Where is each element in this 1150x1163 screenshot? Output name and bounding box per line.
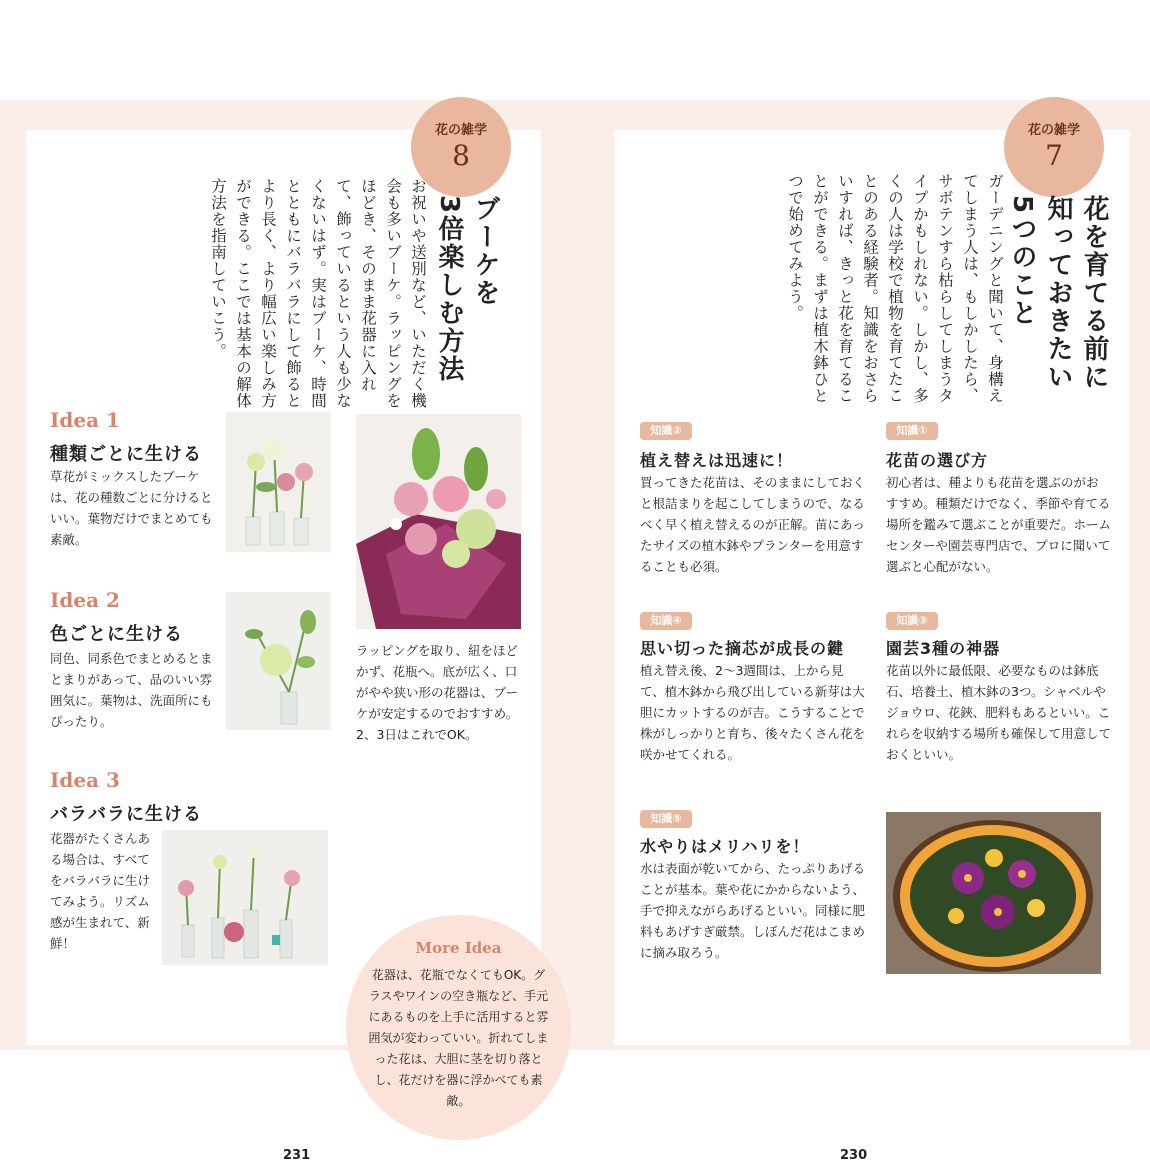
photo-idea-2-green: [226, 592, 331, 730]
tip-2-title: 植え替えは迅速に！: [640, 451, 794, 470]
photo-flower-basin: [886, 812, 1101, 974]
tip-3-title: 園芸3種の神器: [886, 639, 1001, 658]
page-number-right: 230: [840, 1148, 868, 1163]
topic-badge: [1004, 97, 1104, 197]
badge-number: 8: [452, 139, 470, 172]
article-title: ブーケを 3倍楽しむ方法: [434, 195, 500, 384]
tip-1-tag: 知識①: [886, 422, 938, 440]
tip-2-body: 買ってきた花苗は、そのままにしておくと根詰まりを起こしてしまうので、なるべく早く植え替えるのが正解。苗にあったサイズの植木鉢やプランターを用意することも必須。: [640, 475, 866, 574]
more-idea-title: More Idea: [415, 939, 502, 957]
photo-bouquet: [356, 414, 521, 629]
more-idea-body: 花器は、花瓶でなくてもOK。グラスやワインの空き瓶など、手元にあるものを上手に活用すると雰囲気が変わっていい。折れてしまった花は、大胆に茎を切り落とし、花だけを器に浮かべても素敵。: [368, 968, 549, 1108]
idea-2-label: Idea 2: [50, 588, 120, 612]
article-intro: お祝いや送別など、いただく機会も多いブーケ。ラッピングをほどき、そのまま花器に入れて、飾っているという人も少なくないはず。実はブーケ、時間とともにバラバラにして飾るとより長く、より幅広い楽しみ方ができる。ここでは基本の解体方法を指南していこう。: [209, 178, 427, 409]
tip-4-title: 思い切った摘芯が成長の鍵: [640, 639, 845, 658]
idea-2-title: 色ごとに生ける: [50, 624, 183, 645]
idea-3-label: Idea 3: [50, 768, 120, 792]
idea-1-label: Idea 1: [50, 408, 120, 432]
photo-idea-3-scattered: [162, 830, 328, 965]
tip-1-title: 花苗の選び方: [886, 451, 989, 470]
idea-3-body: 花器がたくさんある場合は、すべてをバラバラに生けてみよう。リズム感が生まれて、新鮮！: [50, 831, 151, 951]
page-left: [26, 123, 549, 1163]
idea-2-body: 同色、同系色でまとめるとまとまりがあって、品のいい雰囲気に。葉物は、洗面所にもぴったり。: [50, 651, 213, 729]
idea-1-title: 種類ごとに生ける: [50, 444, 202, 465]
idea-1-body: 草花がミックスしたブーケは、花の種数ごとに分けるといい。葉物だけでまとめても素敵。: [50, 469, 213, 547]
tip-3-body: 花苗以外に最低限、必要なものは鉢底石、培養土、植木鉢の3つ。シャベルやジョウロ、花鋏、肥料もあるといい。これらを収納する場所も確保して用意しておくといい。: [886, 663, 1112, 762]
photo-idea-1-vases: [226, 412, 331, 552]
badge-number: 7: [1045, 139, 1063, 172]
badge-label: 花の雑学: [434, 123, 487, 138]
tip-4-body: 植え替え後、2〜3週間は、上から見て、植木鉢から飛び出している新芽は大胆にカットするのが吉。こうすることで株がしっかりと育ち、後々たくさん花を咲かせてくれる。: [640, 663, 866, 762]
article-intro: ガーデニングと聞いて、身構えてしまう人は、もしかしたら、サボテンすら枯らしてしまうタイプかもしれない。しかし、多くの人は学校で植物を育てたことのある経験者。知識をおさらいすれば、きっと花を育てることができる。まずは植木鉢ひとつで始めてみよう。: [786, 173, 1004, 404]
article-title: 花を育てる前に 知っておきたい 5つのこと: [1007, 195, 1109, 391]
tip-5-body: 水は表面が乾いてから、たっぷりあげることが基本。葉や花にかからないよう、手で抑えながらあげるといい。同様に肥料もあげすぎ厳禁。しぼんだ花はこまめに摘み取ろう。: [640, 861, 866, 960]
tip-1-body: 初心者は、種よりも花苗を選ぶのがおすすめ。種類だけでなく、季節や育てる場所を鑑みて選ぶことが重要だ。ホームセンターや園芸専門店で、プロに聞いて選ぶと心配がない。: [886, 475, 1112, 574]
idea-3-title: バラバラに生ける: [50, 804, 202, 825]
page-right: [614, 123, 1130, 1163]
bouquet-caption: ラッピングを取り、紐をほどかず、花瓶へ。底が広く、口がやや狭い形の花器は、ブーケが安定するのでおすすめ。2、3日はこれでOK。: [356, 643, 519, 742]
tip-4-tag: 知識④: [640, 612, 692, 630]
tip-2-tag: 知識②: [640, 422, 692, 440]
badge-label: 花の雑学: [1027, 123, 1080, 138]
tip-5-tag: 知識⑤: [640, 810, 692, 828]
more-idea-callout: [346, 915, 571, 1140]
tip-3-tag: 知識③: [886, 612, 938, 630]
page-number-left: 231: [283, 1148, 311, 1163]
tip-5-title: 水やりはメリハリを！: [640, 837, 810, 856]
